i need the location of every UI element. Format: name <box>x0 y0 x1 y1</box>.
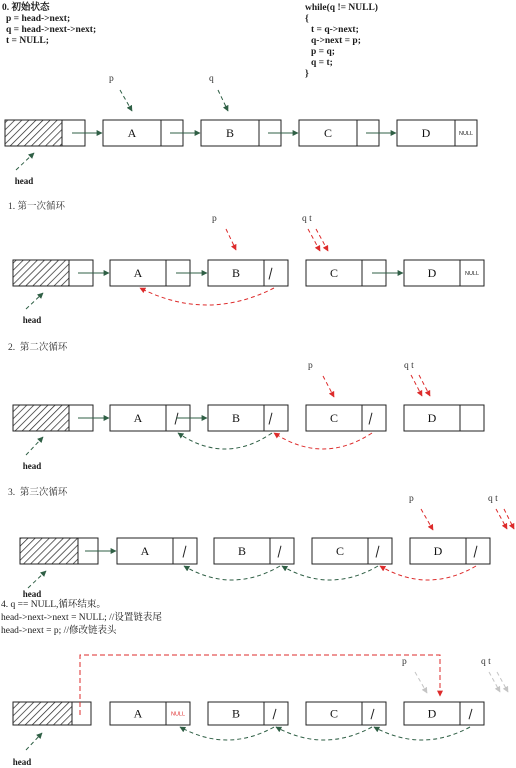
r4-p-arrow <box>415 672 427 693</box>
r1-head-arrow <box>26 293 43 309</box>
r4-qt-label: q t <box>481 657 491 667</box>
r4-node-c-label: C <box>329 706 339 721</box>
r0-q-arrow <box>218 90 228 111</box>
init-title: 0. 初始状态 <box>2 3 50 13</box>
r1-node-b-label: B <box>231 266 241 280</box>
r3-node-b <box>214 538 294 564</box>
r4-head-node-hatched-part <box>13 702 72 725</box>
init-code-line-2: q = head->next->next; <box>6 25 97 35</box>
r2-head-node-hatched-part <box>13 405 69 431</box>
init-code-line-3: t = NULL; <box>6 36 49 46</box>
r3-t-arrow <box>504 509 514 529</box>
r3-node-a-label: A <box>140 544 150 558</box>
r0-head-arrow <box>16 153 34 170</box>
r0-node-b-label: B <box>225 126 235 140</box>
r1-node-d-label: D <box>427 266 437 280</box>
r3-node-c <box>312 538 392 564</box>
end-line-2: head->next->next = NULL; //设置链表尾 <box>1 613 162 623</box>
loop-code-line-1: while(q != NULL) <box>305 3 378 13</box>
r2-node-b <box>208 405 288 431</box>
r0-node-a-label: A <box>127 126 137 140</box>
r2-p-arrow <box>323 376 334 397</box>
end-line-3: head->next = p; //修改链表头 <box>1 626 117 636</box>
r4-reverse-c-b <box>276 727 372 740</box>
r0-node-c-label: C <box>323 126 333 140</box>
r2-node-d <box>404 405 484 431</box>
r3-node-d <box>410 538 490 564</box>
r4-node-b-label: B <box>231 706 241 721</box>
r0-p-label: p <box>109 74 114 84</box>
loop-code-line-4: q->next = p; <box>311 36 361 46</box>
r4-reverse-b-a <box>180 727 274 740</box>
r2-reverse-c-b <box>274 433 372 449</box>
r1-p-arrow <box>226 229 236 250</box>
r3-node-d-label: D <box>433 544 443 558</box>
r0-q-label: q <box>209 74 214 84</box>
r3-p-arrow <box>421 509 433 530</box>
r1-head-node-hatched-part <box>13 260 69 286</box>
r4-node-a-null-label: NULL <box>170 711 186 718</box>
r1-node-a-label: A <box>133 266 143 280</box>
r3-reverse-b-a <box>184 566 280 580</box>
r4-node-b <box>208 702 288 725</box>
r2-node-d-label: D <box>427 411 437 425</box>
r4-node-a-label: A <box>133 706 143 721</box>
r1-qt-label: q t <box>302 214 312 224</box>
r1-node-d-null-label: NULL <box>464 271 480 277</box>
r1-node-b <box>208 260 288 286</box>
r4-reverse-d-c <box>374 727 470 740</box>
r0-node-d-null-label: NULL <box>458 131 474 137</box>
r3-reverse-c-b <box>282 566 378 580</box>
step2-title: 2. 第二次循环 <box>8 343 68 353</box>
step3-title: 3. 第三次循环 <box>8 488 68 498</box>
r2-node-b-label: B <box>231 411 241 425</box>
loop-code-line-5: p = q; <box>311 47 335 57</box>
r2-t-arrow <box>419 375 430 396</box>
loop-code-line-6: q = t; <box>311 58 333 68</box>
r1-head-label: head <box>22 315 42 325</box>
r2-node-c-label: C <box>329 411 339 425</box>
r0-head-node-hatched-part <box>5 120 62 146</box>
r4-node-d <box>404 702 484 725</box>
loop-code-line-7: } <box>305 69 309 79</box>
loop-code-line-2: { <box>305 14 309 24</box>
r2-p-label: p <box>308 361 313 371</box>
r0-node-d-label: D <box>421 126 431 140</box>
r2-head-label: head <box>22 461 42 471</box>
r1-reverse-b-a <box>140 288 274 305</box>
r2-reverse-b-a <box>178 433 272 449</box>
r3-node-b-label: B <box>237 544 247 558</box>
r3-head-label: head <box>22 589 42 599</box>
r4-t-arrow <box>497 672 508 692</box>
r3-p-label: p <box>409 494 414 504</box>
r4-node-d-label: D <box>427 706 437 721</box>
r4-head-arrow <box>26 733 42 750</box>
r0-p-arrow <box>120 90 132 111</box>
r4-node-c <box>306 702 386 725</box>
r4-p-label: p <box>402 657 407 667</box>
init-code-line-1: p = head->next; <box>6 14 71 24</box>
r2-node-a-label: A <box>133 411 143 425</box>
r2-qt-label: q t <box>404 361 414 371</box>
step1-title: 1. 第一次循环 <box>8 202 66 212</box>
r4-head-label: head <box>12 757 32 767</box>
r1-p-label: p <box>212 214 217 224</box>
r3-reverse-d-c <box>380 566 476 580</box>
r3-node-c-label: C <box>335 544 345 558</box>
r3-qt-label: q t <box>488 494 498 504</box>
r2-node-c <box>306 405 386 431</box>
r1-node-c-label: C <box>329 266 339 280</box>
r3-head-node-hatched-part <box>20 538 78 564</box>
r0-head-label: head <box>14 176 34 186</box>
r2-head-arrow <box>26 437 43 455</box>
r3-head-arrow <box>28 571 46 588</box>
end-line-1: 4. q == NULL,循环结束。 <box>1 600 106 610</box>
loop-code-line-3: t = q->next; <box>311 25 359 35</box>
